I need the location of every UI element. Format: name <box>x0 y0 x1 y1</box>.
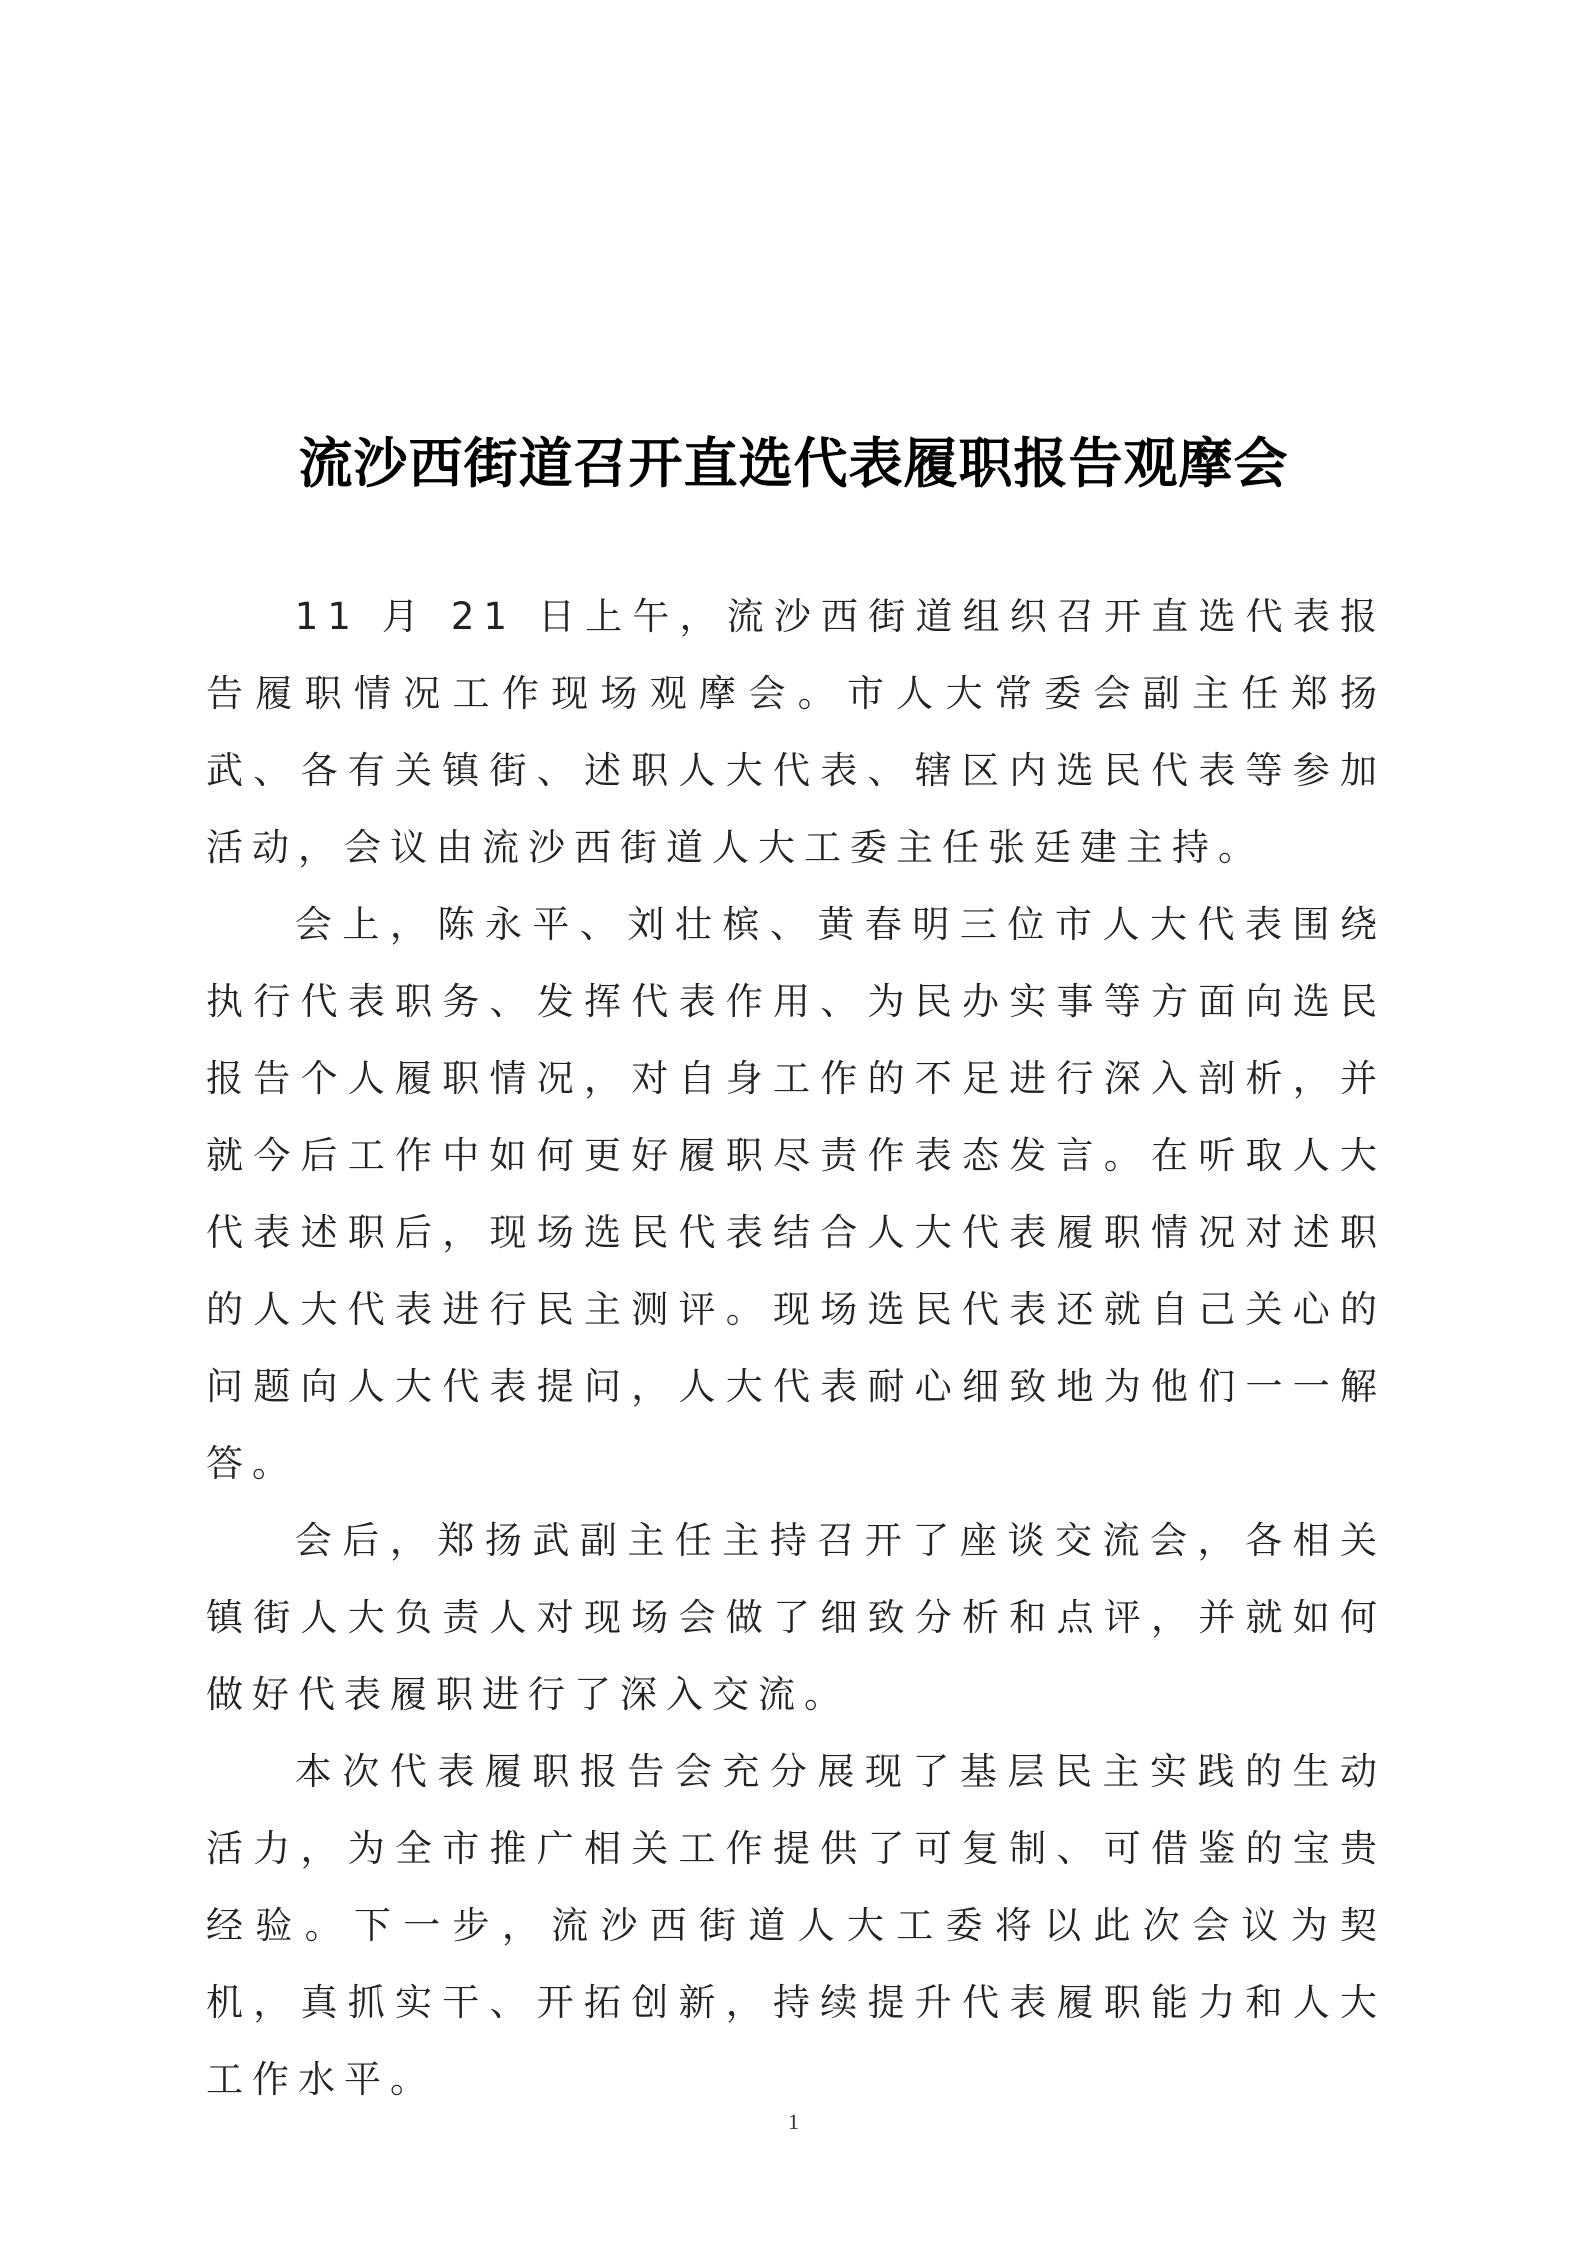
paragraph-1: 11 月 21 日上午，流沙西街道组织召开直选代表报告履职情况工作现场观摩会。市人大常委会副主任郑扬武、各有关镇街、述职人大代表、辖区内选民代表等参加活动，会议由流沙西街道人大工委主任张廷建主持。 <box>206 595 1386 869</box>
document-title: 流沙西街道召开直选代表履职报告观摩会 <box>298 431 1289 496</box>
paragraph-3: 会后，郑扬武副主任主持召开了座谈交流会，各相关镇街人大负责人对现场会做了细致分析和点评，并就如何做好代表履职进行了深入交流。 <box>206 1519 1386 1716</box>
document-body <box>206 578 1386 2118</box>
page-number: 1 <box>788 2109 799 2134</box>
paragraph-4: 本次代表履职报告会充分展现了基层民主实践的生动活力，为全市推广相关工作提供了可复制、可借鉴的宝贵经验。下一步，流沙西街道人大工委将以此次会议为契机，真抓实干、开拓创新，持续提升代表履职能力和人大工作水平。 <box>206 1750 1386 2101</box>
paragraph-2: 会上，陈永平、刘壮槟、黄春明三位市人大代表围绕执行代表职务、发挥代表作用、为民办实事等方面向选民报告个人履职情况，对自身工作的不足进行深入剖析，并就今后工作中如何更好履职尽责作表态发言。在听取人大代表述职后，现场选民代表结合人大代表履职情况对述职的人大代表进行民主测评。现场选民代表还就自己关心的问题向人大代表提问，人大代表耐心细致地为他们一一解答。 <box>206 903 1386 1485</box>
